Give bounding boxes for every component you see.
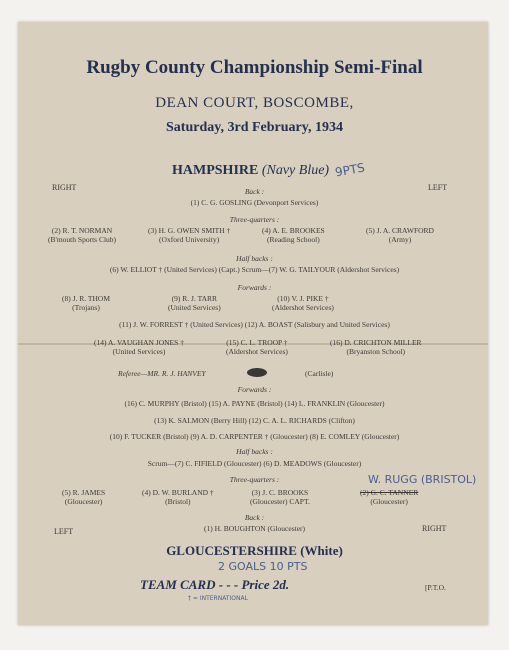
- home-fw-6: (16) D. CRICHTON MILLER (Bryanston School): [330, 338, 422, 356]
- away-fw-row1: (16) C. MURPHY (Bristol) (15) A. PAYNE (Bristol) (14) L. FRANKLIN (Gloucester): [124, 399, 385, 408]
- home-fw-3: (10) V. J. PIKE † (Aldershot Services): [272, 294, 334, 312]
- home-fw-heading: Forwards :: [237, 283, 272, 292]
- away-fw-row3: (10) F. TUCKER (Bristol) (9) A. D. CARPENTER † (Gloucester) (8) E. COMLEY (Gloucester): [109, 432, 400, 441]
- home-fw-row2: (11) J. W. FORREST † (United Services) (12) A. BOAST (Salisbury and United Services): [119, 320, 390, 329]
- rugby-ball-icon: [247, 368, 267, 377]
- home-team-colours: (Navy Blue): [261, 163, 330, 178]
- match-date: Saturday, 3rd February, 1934: [166, 120, 343, 135]
- international-note: † = INTERNATIONAL: [188, 595, 248, 602]
- home-fw-1: (8) J. R. THOM (Trojans): [62, 294, 110, 312]
- home-fw-5: (15) C. L. TROOP † (Aldershot Services): [226, 338, 288, 356]
- away-hb: Scrum—(7) C. FIFIELD (Gloucester) (6) D. MEADOWS (Gloucester): [147, 459, 362, 468]
- team-card-price: TEAM CARD - - - Price 2d.: [140, 577, 290, 592]
- away-tq-3: (3) J. C. BROOKS (Gloucester) CAPT.: [250, 488, 310, 506]
- referee: Referee—MR. R. J. HANVEY: [118, 369, 206, 378]
- away-sub-note: W. RUGG (BRISTOL): [368, 473, 477, 486]
- home-tq-3: (4) A. E. BROOKES (Reading School): [262, 226, 325, 244]
- home-tq-heading: Three-quarters :: [229, 215, 280, 224]
- home-fw-4: (14) A. VAUGHAN JONES † (United Services): [94, 338, 184, 356]
- away-left-label: LEFT: [54, 527, 74, 536]
- away-fw-row2: (13) K. SALMON (Berry Hill) (12) C. A. L. RICHARDS (Clifton): [154, 416, 355, 425]
- away-right-label: RIGHT: [422, 524, 447, 533]
- home-tq-2: (3) H. G. OWEN SMITH † (Oxford University): [148, 226, 231, 244]
- home-tq-1: (2) R. T. NORMAN (B'mouth Sports Club): [48, 226, 117, 244]
- home-backs-heading: Back :: [244, 187, 265, 196]
- home-tq-4: (5) J. A. CRAWFORD (Army): [366, 226, 434, 244]
- away-tq-2: (4) D. W. BURLAND † (Bristol): [142, 488, 214, 506]
- home-score-note: 9PTS: [334, 160, 366, 180]
- away-tq-4: (2) G. C. TANNER (Gloucester): [360, 488, 419, 506]
- away-tq-1: (5) R. JAMES (Gloucester): [62, 488, 106, 506]
- away-tq-heading: Three-quarters :: [229, 475, 280, 484]
- away-score-note: 2 GOALS 10 PTS: [218, 560, 308, 573]
- away-fw-heading: Forwards :: [237, 385, 272, 394]
- home-hb-heading: Half backs :: [236, 254, 273, 263]
- home-team: [172, 163, 329, 179]
- home-team-name: HAMPSHIRE: [172, 163, 259, 178]
- away-back-heading: Back :: [244, 513, 265, 522]
- left-label: LEFT: [428, 183, 448, 192]
- home-fw-2: (9) R. J. TARR (United Services): [168, 294, 221, 312]
- away-hb-heading: Half backs :: [236, 447, 273, 456]
- right-label: RIGHT: [52, 183, 77, 192]
- away-back: (1) H. BOUGHTON (Gloucester): [203, 524, 306, 533]
- page-title: Rugby County Championship Semi-Final: [86, 57, 423, 78]
- home-back: (1) C. G. GOSLING (Devonport Services): [190, 198, 319, 207]
- referee-club: (Carlisle): [305, 369, 334, 378]
- home-hb: (6) W. ELLIOT † (United Services) (Capt.) Scrum—(7) W. G. TAILYOUR (Aldershot Services): [109, 265, 400, 274]
- pto-label: [P.T.O.: [425, 583, 446, 592]
- venue: DEAN COURT, BOSCOMBE,: [155, 95, 354, 111]
- away-team: GLOUCESTERSHIRE (White): [166, 543, 343, 558]
